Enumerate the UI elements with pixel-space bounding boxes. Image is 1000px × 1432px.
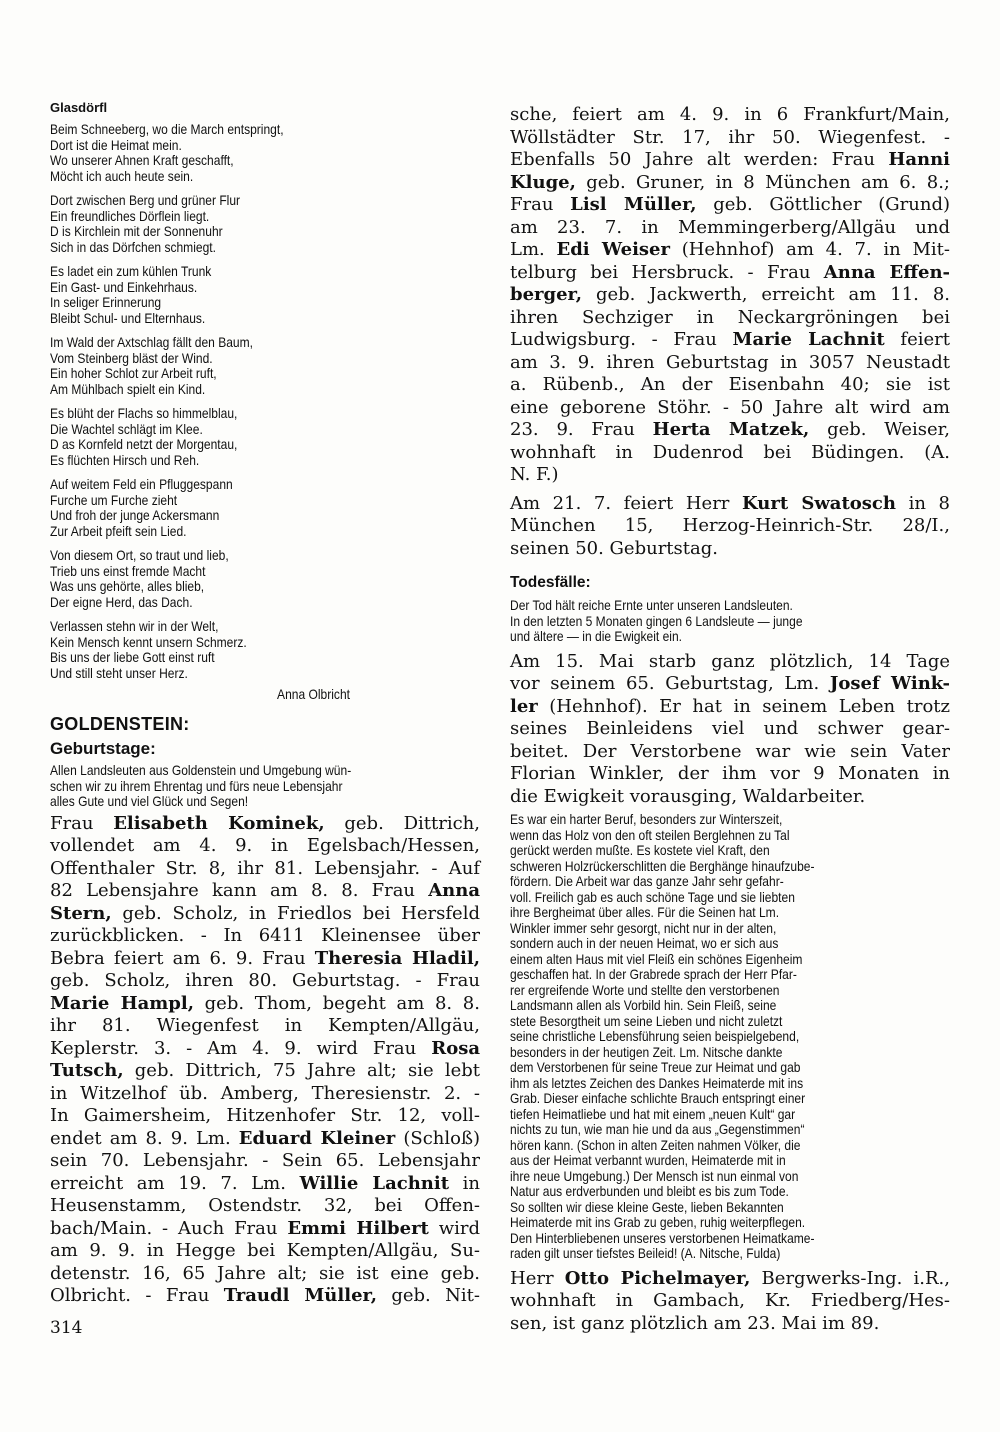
poem-line: Bis uns der liebe Gott einst ruft xyxy=(50,649,215,665)
body-line: geschaffen hat. In der Grabrede sprach der Herr Pfar- xyxy=(510,966,797,982)
text-line: seines Beinleidens viel und schwer gear- xyxy=(510,718,950,739)
poem-line: Zur Arbeit pfeift sein Lied. xyxy=(50,522,187,539)
text-line: Kluge, geb. Gruner, in 8 München am 6. 8.; xyxy=(510,171,950,193)
poem-line: Der eigne Herd, das Dach. xyxy=(50,593,193,610)
intro-line: und ältere — in die Ewigkeit ein. xyxy=(510,628,682,644)
person-name: Willie Lachnit xyxy=(299,1172,450,1194)
poem-line: Dort ist die Heimat mein. xyxy=(50,136,182,153)
text-line: Stern, geb. Scholz, in Friedlos bei Hersfeld xyxy=(50,902,480,924)
intro-line: In den letzten 5 Monaten gingen 6 Landsleute — junge xyxy=(510,612,803,629)
body-line: Es war ein harter Beruf, besonders zur Winterszeit, xyxy=(510,811,783,827)
poem-line: D as Kornfeld netzt der Morgentau, xyxy=(50,436,238,452)
body-line: hören kann. (Schon in alten Zeiten nahmen Völker, die xyxy=(510,1136,801,1153)
poem-line: Beim Schneeberg, wo die March entspringt, xyxy=(50,121,284,137)
body-line: stete Besorgtheit um seine Lieben und nicht zuletzt xyxy=(510,1012,783,1029)
poem-line: Am Mühlbach spielt ein Kind. xyxy=(50,380,206,397)
person-name: Herta Matzek, xyxy=(652,419,810,440)
person-name: Kluge, xyxy=(510,171,576,193)
body-line: rer ergreifende Worte und stellte den verstorbenen xyxy=(510,981,780,998)
swatosch-paragraph xyxy=(510,493,950,561)
text-line: am 23. 7. in Memmingerberg/Allgäu und xyxy=(510,216,950,238)
person-name: Kurt Swatosch xyxy=(742,492,896,514)
deaths-heading: Todesfälle: xyxy=(510,574,591,591)
text-line: Wöllstädter Str. 17, ihr 50. Wiegenfest. - xyxy=(510,126,950,148)
body-line: seine christliche Lebensführung seien beispielgebend, xyxy=(510,1028,800,1044)
person-name: Edi Weiser xyxy=(556,239,670,260)
person-name: Rosa xyxy=(431,1037,480,1059)
text-line: telburg bei Hersbruck. - Frau Anna Effen- xyxy=(510,261,951,283)
text-line: sein 70. Lebensjahr. - Sein 65. Lebensjahr xyxy=(50,1150,480,1171)
goldenstein-heading: GOLDENSTEIN: xyxy=(50,714,190,734)
poem-line: Von diesem Ort, so traut und lieb, xyxy=(50,547,229,563)
person-name: Marie Lachnit xyxy=(732,329,885,350)
text-line: Heusenstamm, Ostendstr. 32, bei Offen- xyxy=(50,1195,480,1216)
poem-author: Anna Olbricht xyxy=(277,686,350,702)
person-name: Elisabeth Kominek, xyxy=(113,812,325,834)
poem-stanza xyxy=(50,335,479,397)
text-line: sche, feiert am 4. 9. in 6 Frankfurt/Main, xyxy=(510,104,950,125)
body-line: einem alten Haus mit viel Fleiß ein schönes Eigenheim xyxy=(510,950,803,967)
text-line: Marie Hampl, geb. Thom, begeht am 8. 8. xyxy=(50,992,480,1014)
text-line: Am 15. Mai starb ganz plötzlich, 14 Tage xyxy=(510,650,950,672)
poem-line: Vom Steinberg bläst der Wind. xyxy=(50,349,213,366)
poem-line: Dort zwischen Berg und grüner Flur xyxy=(50,192,241,208)
body-line: schweren Holzrückerschlitten die Berghänge hinaufzube- xyxy=(510,857,815,874)
text-line: München 15, Herzog-Heinrich-Str. 28/I., xyxy=(510,515,950,536)
text-line: erreicht am 19. 7. Lm. Willie Lachnit in xyxy=(50,1172,480,1194)
poem-stanza xyxy=(50,619,479,681)
body-line: Natur aus erdverbunden und bleibt es bis zum Tode. xyxy=(510,1183,789,1199)
person-name: Eduard Kleiner xyxy=(238,1127,396,1149)
poem-line: Ein Gast- und Einkehrhaus. xyxy=(50,278,198,295)
deaths-intro xyxy=(510,598,949,645)
text-line: eine geborene Stöhr. - 50 Jahre alt wird am xyxy=(510,396,950,418)
body-line: Den Hinterbliebenen unseres verstorbenen Heimatkame- xyxy=(510,1229,815,1246)
body-line: voll. Freilich gab es auch schöne Tage und sie liebten xyxy=(510,888,795,905)
text-line: Frau Elisabeth Kominek, geb. Dittrich, xyxy=(50,812,480,834)
poem-line: Möcht ich auch heute sein. xyxy=(50,167,194,184)
text-line: Bebra feiert am 6. 9. Frau Theresia Hladil, xyxy=(50,947,480,969)
text-line: Ludwigsburg. - Frau Marie Lachnit feiert xyxy=(510,329,950,350)
poem-line: Furche um Furche zieht xyxy=(50,491,178,508)
person-name: Emmi Hilbert xyxy=(287,1217,429,1239)
body-line: ihre neue Umgebung.) Der Mensch ist nun einmal von xyxy=(510,1167,799,1184)
poem-line: Und still steht unser Herz. xyxy=(50,664,188,681)
text-line: 82 Lebensjahre kann am 8. 8. Frau Anna xyxy=(50,880,480,901)
text-line: Herr Otto Pichelmayer, Bergwerks-Ing. i.R., xyxy=(510,1267,950,1289)
poem-line: Im Wald der Axtschlag fällt den Baum, xyxy=(50,334,253,350)
poem-line: Verlassen stehn wir in der Welt, xyxy=(50,618,219,634)
body-line: tiefen Heimatliebe und hat mit einem „neuen Kult“ gar xyxy=(510,1105,796,1122)
body-line: ihm als letztes Zeichen des Dankes Heimaterde mit ins xyxy=(510,1074,804,1091)
intro-line: Der Tod hält reiche Ernte unter unseren Landsleuten. xyxy=(510,597,793,613)
body-line: So sollten wir diese kleine Geste, lieben Bekannten xyxy=(510,1198,784,1215)
text-line: Olbricht. - Frau Traudl Müller, geb. Nit- xyxy=(50,1285,480,1306)
text-line: Keplerstr. 3. - Am 4. 9. wird Frau Rosa xyxy=(50,1037,480,1059)
body-line: wenn das Holz von den oft steilen Berglehnen zu Tal xyxy=(510,826,790,843)
poem-stanza xyxy=(50,122,479,184)
winkler-paragraph xyxy=(510,651,950,809)
body-line: Grab. Dieser einfache schlichte Brauch entspringt einer xyxy=(510,1090,806,1106)
intro-line: Allen Landsleuten aus Goldenstein und Umgebung wün- xyxy=(50,762,352,778)
person-name: Hanni xyxy=(888,149,950,170)
body-line: fördern. Die Arbeit war das ganze Jahr sehr gefahr- xyxy=(510,873,784,889)
poem-line: Auf weitem Feld ein Pfluggespann xyxy=(50,476,233,492)
person-name: Lisl Müller, xyxy=(570,194,697,215)
text-line: 23. 9. Frau Herta Matzek, geb. Weiser, xyxy=(510,419,950,440)
text-line: endet am 8. 9. Lm. Eduard Kleiner (Schloß) xyxy=(50,1127,481,1149)
body-line: raden gilt unser tiefstes Beileid! (A. Nitsche, Fulda) xyxy=(510,1245,781,1261)
person-name: Otto Pichelmayer, xyxy=(564,1267,751,1289)
intro-line: alles Gute und viel Glück und Segen! xyxy=(50,793,249,809)
poem-line: Kein Mensch kennt unsern Schmerz. xyxy=(50,633,247,650)
poem-stanza xyxy=(50,548,479,610)
body-line: dem Verstorbenen für seine Treue zur Heimat und gab xyxy=(510,1059,801,1075)
text-line: Lm. Edi Weiser (Hehnhof) am 4. 7. in Mit- xyxy=(510,239,950,260)
text-line: am 3. 9. ihren Geburtstag in 3057 Neustadt xyxy=(510,351,950,373)
poem-line: Ein hoher Schlot zur Arbeit ruft, xyxy=(50,365,217,381)
poem-line: Die Wachtel schlägt im Klee. xyxy=(50,420,203,437)
text-line: geb. Scholz, ihren 80. Geburtstag. - Frau xyxy=(50,970,480,991)
text-line: sen, ist ganz plötzlich am 23. Mai im 89. xyxy=(510,1312,880,1334)
text-line: a. Rübenb., An der Eisenbahn 40; sie ist xyxy=(510,374,950,395)
poem-line: Sich in das Dörfchen schmiegt. xyxy=(50,238,216,255)
poem-line: In seliger Erinnerung xyxy=(50,294,162,310)
text-line: vor seinem 65. Geburtstag, Lm. Josef Wink- xyxy=(510,673,951,694)
text-line: ihr 81. Wiegenfest in Kempten/Allgäu, xyxy=(50,1015,480,1036)
poem-stanza xyxy=(50,264,479,326)
page-number: 314 xyxy=(50,1318,83,1338)
poem-line: Was uns gehörte, alles blieb, xyxy=(50,578,205,594)
text-line: die Ewigkeit vorausging, Waldarbeiter. xyxy=(510,785,866,807)
poem-stanza xyxy=(50,477,479,539)
person-name: Stern, xyxy=(50,902,112,924)
body-line: Winkler immer sehr gesorgt, nicht nur in der alten, xyxy=(510,919,777,936)
text-line: Am 21. 7. feiert Herr Kurt Swatosch in 8 xyxy=(510,492,950,514)
text-line: N. F.) xyxy=(510,464,559,485)
text-line: seinen 50. Geburtstag. xyxy=(510,537,718,559)
poem-line: Ein freundliches Dörflein liegt. xyxy=(50,207,210,224)
text-line: Florian Winkler, der ihm vor 9 Monaten in xyxy=(510,763,950,784)
birthdays-text xyxy=(50,813,480,1308)
body-line: sondern auch in der neuen Heimat, wo er sich aus xyxy=(510,935,779,951)
body-line: Heimaterde mit ins Grab zu geben, ruhig weiterpflegen. xyxy=(510,1214,806,1230)
left-column xyxy=(50,100,480,1308)
person-name: Anna xyxy=(428,880,480,901)
text-line: detenstr. 16, 65 Jahre alt; sie ist eine geb. xyxy=(50,1262,480,1284)
poem-line: Es blüht der Flachs so himmelblau, xyxy=(50,405,238,421)
poem-line: D is Kirchlein mit der Sonnenuhr xyxy=(50,223,223,239)
body-line: Landsmann allen als Vorbild hin. Sein Fleiß, seine xyxy=(510,997,777,1013)
intro-line: schen wir zu ihrem Ehrentag und fürs neue Lebensjahr xyxy=(50,777,343,794)
text-line: beitet. Der Verstorbene war wie sein Vater xyxy=(510,740,950,762)
body-line: nichts zu tun, wie man hie und da aus „Gegenstimmen“ xyxy=(510,1121,805,1137)
text-line: ihren Sechziger in Neckargröningen bei xyxy=(510,306,950,328)
body-line: aus der Heimat verbannt wurden, Heimaterde mit in xyxy=(510,1152,786,1168)
poem-line: Es ladet ein zum kühlen Trunk xyxy=(50,263,212,279)
person-name: Traudl Müller, xyxy=(223,1285,377,1306)
text-line: Tutsch, geb. Dittrich, 75 Jahre alt; sie lebt xyxy=(50,1060,480,1081)
text-line: vollendet am 4. 9. in Egelsbach/Hessen, xyxy=(50,835,480,856)
text-line: berger, geb. Jackwerth, erreicht am 11. 8. xyxy=(510,284,950,305)
text-line: wohnhaft in Dudenrod bei Büdingen. (A. xyxy=(510,441,950,463)
text-line: wohnhaft in Gambach, Kr. Friedberg/Hes- xyxy=(510,1290,950,1311)
poem-stanza xyxy=(50,193,479,255)
text-line: Ebenfalls 50 Jahre alt werden: Frau Hanni xyxy=(510,149,950,170)
text-line: Offenthaler Str. 8, ihr 81. Lebensjahr. - Auf xyxy=(50,857,480,879)
birthdays-heading: Geburtstage: xyxy=(50,739,156,758)
poem-title: Glasdörfl xyxy=(50,100,108,115)
body-line: besonders in der heutigen Zeit. Lm. Nitsche dankte xyxy=(510,1043,783,1060)
right-column xyxy=(510,104,950,1335)
poem-line: Und froh der junge Ackersmann xyxy=(50,507,220,523)
text-line: zurückblicken. - In 6411 Kleinensee über xyxy=(50,925,480,946)
person-name: ler xyxy=(510,695,538,717)
poem-stanzas xyxy=(50,122,480,681)
poem-line: Wo unserer Ahnen Kraft geschafft, xyxy=(50,152,234,168)
person-name: Tutsch, xyxy=(50,1060,124,1081)
winkler-body xyxy=(510,812,949,1262)
text-line: in Witzelhof üb. Amberg, Theresienstr. 2. - xyxy=(50,1082,480,1104)
person-name: Josef Wink- xyxy=(829,673,951,694)
body-line: gerückt werden mußte. Es kostete viel Kraft, den xyxy=(510,842,770,858)
text-line: bach/Main. - Auch Frau Emmi Hilbert wird xyxy=(50,1217,480,1239)
text-line: ler (Hehnhof). Er hat in seinem Leben trotz xyxy=(510,695,950,717)
poem-stanza xyxy=(50,406,479,468)
poem-line: Bleibt Schul- und Elternhaus. xyxy=(50,309,206,326)
text-line: In Gaimersheim, Hitzenhofer Str. 12, voll- xyxy=(50,1105,480,1126)
birthdays-intro xyxy=(50,763,479,810)
person-name: Anna Effen- xyxy=(823,261,951,283)
poem-line: Trieb uns einst fremde Macht xyxy=(50,562,206,579)
poem-line: Es flüchten Hirsch und Reh. xyxy=(50,451,200,468)
text-line: Frau Lisl Müller, geb. Göttlicher (Grund) xyxy=(510,194,951,215)
text-line: am 9. 9. in Hegge bei Kempten/Allgäu, Su- xyxy=(50,1240,480,1261)
person-name: Theresia Hladil, xyxy=(314,947,480,969)
pichelmayer-paragraph xyxy=(510,1268,950,1336)
person-name: Marie Hampl, xyxy=(50,992,194,1014)
birthdays-continued xyxy=(510,104,950,487)
person-name: berger, xyxy=(510,284,582,305)
body-line: ihre Bergheimat über alles. Für die Seinen hat Lm. xyxy=(510,904,780,920)
